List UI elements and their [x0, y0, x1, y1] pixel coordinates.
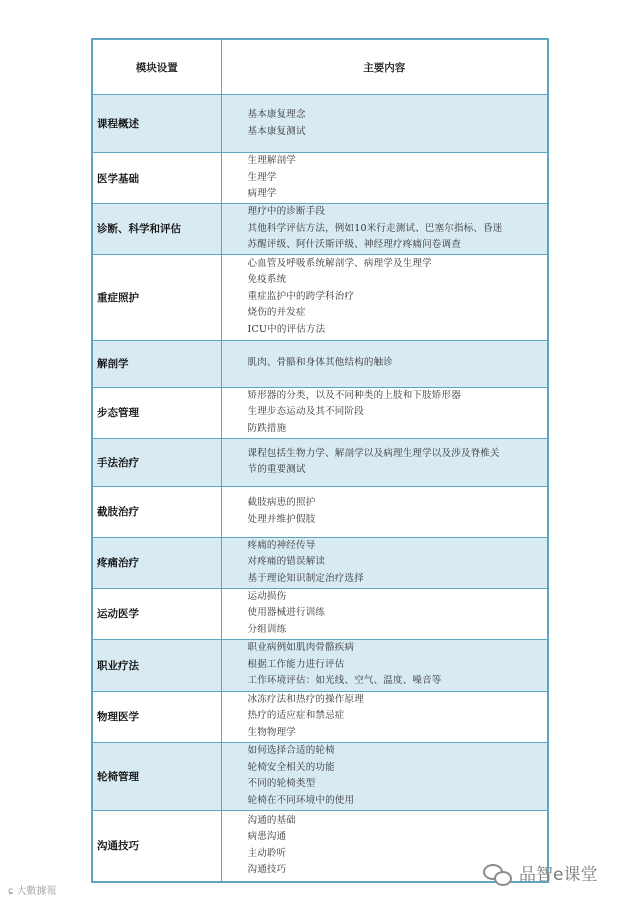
content-line: 病理学: [247, 188, 277, 200]
module-name-cell: 轮椅管理: [92, 742, 221, 810]
module-content-cell: [221, 691, 548, 742]
content-line: 苏醒评级、阿什沃斯评级、神经理疗疼痛问卷调查: [247, 239, 461, 250]
table-row: [92, 95, 548, 153]
table-row: [92, 254, 548, 340]
header-main-content: 主要内容: [221, 39, 548, 95]
content-line: 心血管及呼吸系统解剖学、病理学及生理学: [247, 257, 432, 269]
content-line: 生物物理学: [247, 726, 297, 738]
table-row: [92, 691, 548, 742]
content-line: 基本康复测试: [247, 125, 306, 137]
content-line: 节的重要测试: [247, 464, 306, 475]
wechat-icon: [483, 862, 513, 884]
module-content-cell: [221, 204, 548, 255]
module-name-cell: 职业疗法: [92, 639, 221, 691]
module-content-cell: [221, 742, 548, 810]
table-row: [92, 387, 548, 438]
content-line: 基于理论知识制定治疗选择: [247, 572, 364, 584]
content-line: 疼痛的神经传导: [247, 539, 316, 551]
module-content-cell: [221, 486, 548, 537]
content-line: 处理并维护假肢: [247, 513, 316, 525]
content-line: 生理解剖学: [247, 155, 297, 167]
content-line: 工作环境评估：如光线、空气、温度、噪音等: [247, 675, 442, 687]
content-line: 重症监护中的跨学科治疗: [247, 290, 355, 302]
content-line: ICU中的评估方法: [247, 323, 326, 335]
table-row: [92, 639, 548, 691]
table-header-row: [92, 39, 548, 95]
module-content-cell: [221, 254, 548, 340]
module-content-cell: [221, 387, 548, 438]
content-line: 分组训练: [247, 623, 287, 635]
content-line: 防跌措施: [247, 422, 287, 434]
module-content-cell: [221, 340, 548, 387]
module-name-cell: 步态管理: [92, 387, 221, 438]
content-line: 沟通的基础: [247, 814, 297, 826]
content-line: 热疗的适应症和禁忌症: [247, 710, 345, 722]
watermark-left-text: 大數據報: [16, 886, 57, 897]
content-line: 理疗中的诊断手段: [247, 206, 326, 217]
module-name-cell: 课程概述: [92, 95, 221, 153]
module-content-cell: [221, 95, 548, 153]
watermark-right-text: 品智e课堂: [519, 865, 598, 885]
table-row: [92, 204, 548, 255]
bottom-left-watermark: [8, 882, 57, 897]
header-module-settings: 模块设置: [92, 39, 221, 95]
module-content-cell: [221, 537, 548, 588]
content-line: 根据工作能力进行评估: [247, 658, 345, 670]
content-line: 烧伤的并发症: [247, 307, 306, 319]
module-name-cell: 运动医学: [92, 588, 221, 639]
content-line: 轮椅在不同环境中的使用: [247, 794, 355, 806]
content-line: 主动聆听: [247, 847, 287, 859]
content-line: 其他科学评估方法，例如10米行走测试、巴塞尔指标、昏迷: [247, 222, 503, 234]
module-name-cell: 手法治疗: [92, 438, 221, 486]
content-line: 使用器械进行训练: [247, 607, 326, 619]
content-line: 生理学: [247, 171, 277, 183]
content-line: 免疫系统: [247, 274, 287, 286]
bottom-right-watermark: [483, 860, 597, 885]
module-name-cell: 沟通技巧: [92, 810, 221, 882]
content-line: 课程包括生物力学、解剖学以及病理生理学以及涉及脊椎关: [247, 447, 500, 459]
module-name-cell: 解剖学: [92, 340, 221, 387]
content-line: 冰冻疗法和热疗的操作原理: [247, 693, 364, 705]
content-line: 对疼痛的错误解读: [247, 556, 326, 568]
content-line: 截肢病患的照护: [247, 497, 316, 508]
content-line: 轮椅安全相关的功能: [247, 761, 335, 773]
module-name-cell: 物理医学: [92, 691, 221, 742]
course-module-table-container: [91, 38, 547, 883]
content-line: 生理步态运动及其不同阶段: [247, 406, 364, 418]
content-line: 基本康复理念: [247, 109, 306, 120]
content-line: 矫形器的分类，以及不同种类的上肢和下肢矫形器: [247, 389, 461, 401]
module-content-cell: [221, 639, 548, 691]
module-name-cell: 疼痛治疗: [92, 537, 221, 588]
content-line: 沟通技巧: [247, 864, 287, 876]
module-content-cell: [221, 153, 548, 204]
module-name-cell: 诊断、科学和评估: [92, 204, 221, 255]
module-name-cell: 重症照护: [92, 254, 221, 340]
weibo-logo-icon: ɕ: [8, 886, 14, 897]
table-row: [92, 810, 548, 882]
content-line: 运动损伤: [247, 590, 287, 602]
table-row: [92, 438, 548, 486]
table-row: [92, 153, 548, 204]
content-line: 职业病例如肌肉骨骼疾病: [247, 642, 355, 654]
module-content-cell: [221, 588, 548, 639]
content-line: 肌肉、骨骼和身体其他结构的触诊: [247, 357, 394, 369]
table-body: [92, 95, 548, 883]
module-name-cell: 医学基础: [92, 153, 221, 204]
table-row: [92, 486, 548, 537]
table-row: [92, 340, 548, 387]
course-module-table: [91, 38, 549, 883]
content-line: 不同的轮椅类型: [247, 778, 316, 789]
table-row: [92, 537, 548, 588]
module-content-cell: [221, 438, 548, 486]
content-line: 如何选择合适的轮椅: [247, 745, 335, 756]
module-name-cell: 截肢治疗: [92, 486, 221, 537]
content-line: 病患沟通: [247, 831, 287, 843]
table-row: [92, 588, 548, 639]
table-row: [92, 742, 548, 810]
